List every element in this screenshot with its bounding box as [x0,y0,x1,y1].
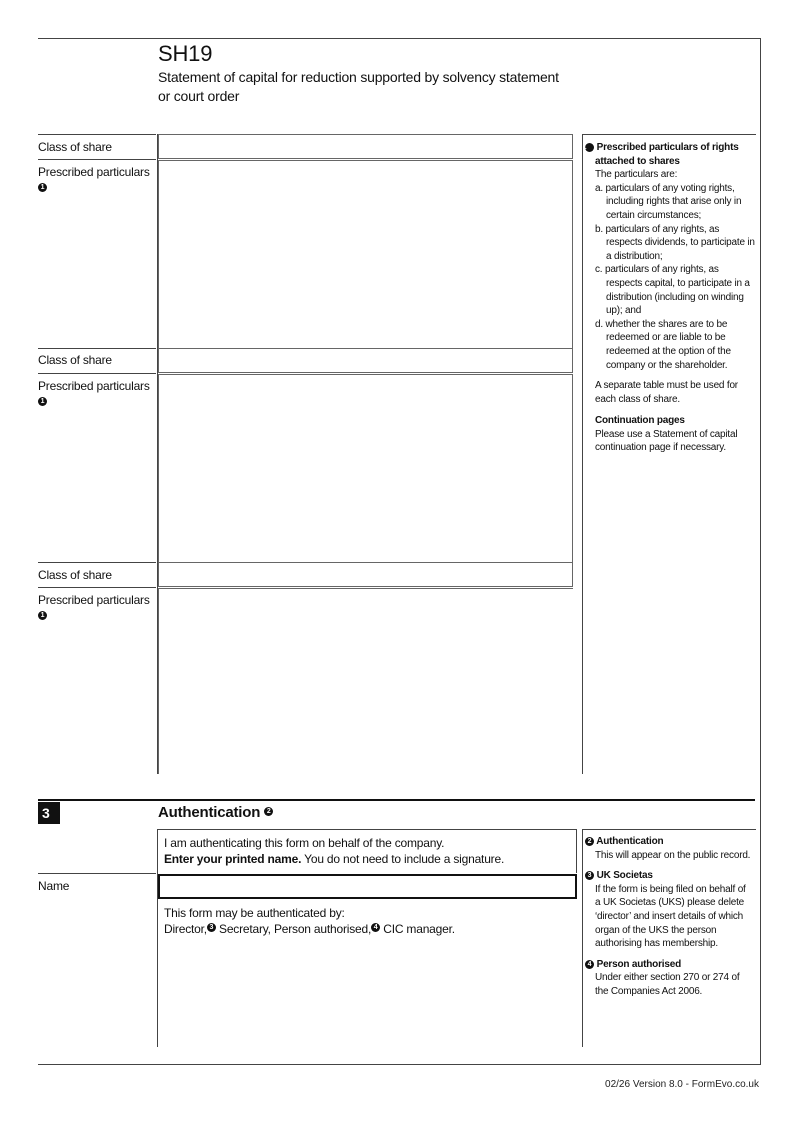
class-of-share-input-2[interactable] [158,348,573,373]
row-divider [38,348,156,349]
note-2-icon: 2 [585,837,594,846]
list-item: b. particulars of any rights, as respects dividends, to participate in a distribution; [595,223,755,262]
prescribed-particulars-input-3[interactable] [158,588,573,774]
form-code: SH19 [158,41,213,66]
section-3-rule [38,799,755,801]
side-note-prescribed-particulars [582,141,757,455]
auth-left-divider [157,829,158,1047]
row-divider [38,562,156,563]
separate-table-note: A separate table must be used for each class of share. [595,380,738,405]
continuation-text: Please use a Statement of capital continuation page if necessary. [595,428,738,454]
auth-top-rule [158,829,577,830]
note-2-icon: 2 [264,807,273,816]
particulars-list [595,182,757,372]
note-1-icon: 1 [38,611,47,620]
sidebar-top-rule [582,134,756,135]
prescribed-particulars-input-2[interactable] [158,374,573,562]
name-input[interactable] [158,874,577,899]
form-title [158,68,598,106]
class-of-share-input-3[interactable] [158,562,573,587]
prescribed-particulars-input-1[interactable] [158,160,573,348]
continuation-heading: Continuation pages [595,415,685,427]
authenticated-by-text: This form may be authenticated by: Director, 3 Secretary, Person authorised, 4 CIC manager. [164,906,455,936]
table-right-divider [582,134,583,774]
name-label: Name [38,879,70,893]
right-frame [760,38,761,1065]
table-top-rule [38,134,156,135]
note-4-icon: 4 [585,960,594,969]
bottom-rule [38,1064,761,1065]
form-title-line2: or court order [158,88,240,104]
list-item: c. particulars of any rights, as respects capital, to participate in a distribution (including on winding up); and [595,264,750,317]
row-divider [38,159,156,160]
side-note-person-authorised: 4 Person authorised Under either section 270 or 274 of the Companies Act 2006. [585,958,753,999]
form-title-line1: Statement of capital for reduction supported by solvency statement [158,69,559,85]
note-1-icon: 1 [38,183,47,192]
class-of-share-label-1: Class of share [38,140,112,154]
auth-right-divider [582,829,583,1047]
row-divider [38,373,156,374]
auth-sidebar-top-rule [582,829,756,830]
note-3-icon: 3 [207,923,216,932]
prescribed-particulars-label-1: Prescribed particulars 1 [38,165,150,191]
row-divider [38,587,156,588]
section-number: 3 [38,802,60,824]
note-3-icon: 3 [585,871,594,880]
auth-box-right [576,829,577,873]
top-rule [38,38,761,39]
footer-version: 02/26 Version 8.0 - FormEvo.co.uk [605,1079,759,1090]
class-of-share-label-2: Class of share [38,353,112,367]
note-1-icon: 1 [38,397,47,406]
class-of-share-label-3: Class of share [38,568,112,582]
side-note-authentication: 2 Authentication This will appear on the public record. [585,835,753,862]
name-row-rule [38,873,156,874]
prescribed-particulars-label-3: Prescribed particulars 1 [38,593,150,619]
note-4-icon: 4 [371,923,380,932]
side-notes-auth [585,835,753,999]
auth-intro: I am authenticating this form on behalf of the company. Enter your printed name. You do not need to include a signature. [164,836,505,866]
list-item: d. whether the shares are to be redeemed or are liable to be redeemed at the option of the company or the shareholder. [595,318,731,371]
side-note-uk-societas: 3 UK Societas If the form is being filed on behalf of a UK Societas (UKS) please delete ‘director’ and insert details of which organ of the UKS the person authorising has membership. [585,869,753,951]
section-title: Authentication 2 [158,804,273,821]
list-item: a. particulars of any voting rights, including rights that arise only in certain circumstances; [595,182,742,221]
side-note-1-heading: 1 Prescribed particulars of rights attached to shares [582,142,739,167]
prescribed-particulars-label-2: Prescribed particulars 1 [38,379,150,405]
class-of-share-input-1[interactable] [158,134,573,159]
side-note-1-body: The particulars are: a. particulars of any voting rights, including rights that arise only in certain circumstances; b. particulars of any rights, as respects dividends, to participate in a distribution; c. particulars of any rights, as respects capital, to participate in a distribution (including on winding up); and d. whether the shares are to be redeemed or are liable to be redeemed at the option of the company or the shareholder. A separate table must be used for each class of share. Continuation pages Please use a Statement of capital continuation page if necessary. [585,168,757,455]
note-1-icon: 1 [585,143,594,152]
